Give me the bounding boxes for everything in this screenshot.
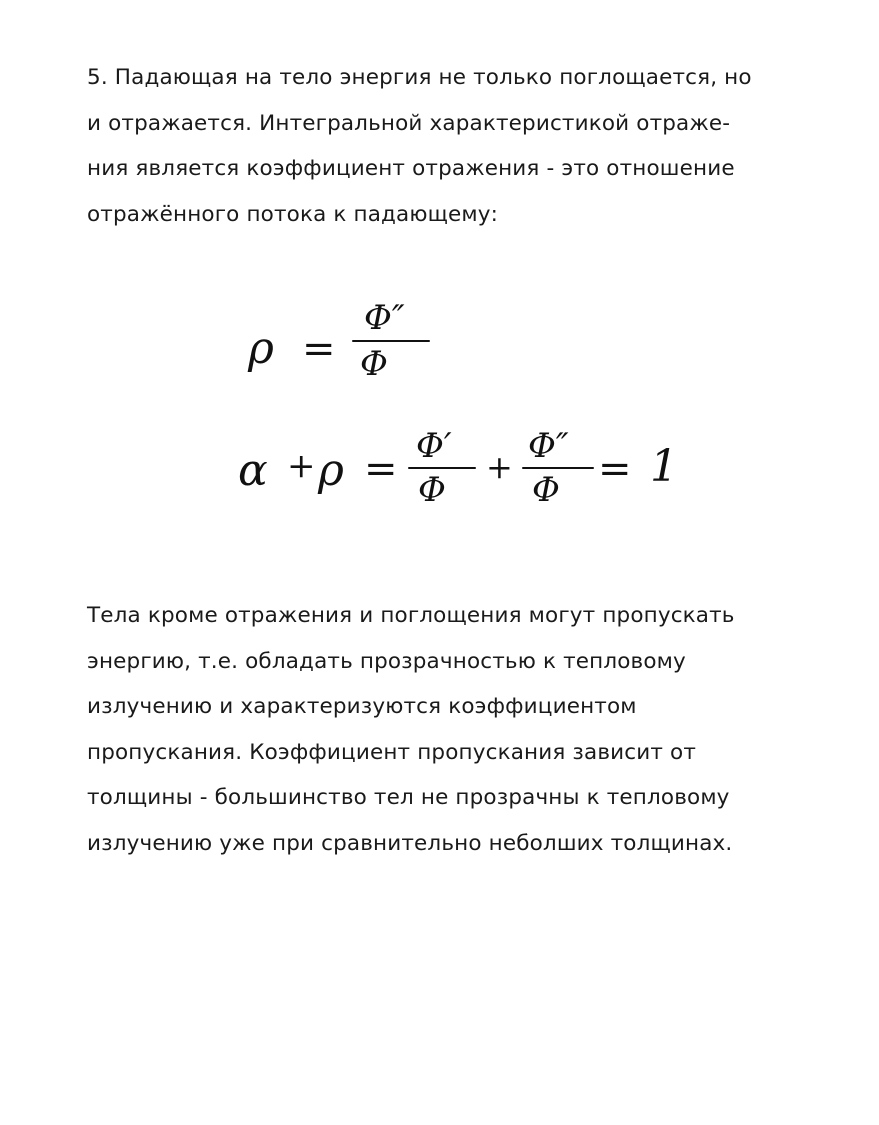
text-line: и отражается. Интегральной характеристикой отраже-	[87, 110, 731, 136]
text-line: излучению уже при сравнительно неболших толщинах.	[87, 830, 733, 856]
fraction-numerator: Φ′	[416, 426, 452, 466]
formula-energy-balance	[232, 425, 702, 525]
fraction-numerator: Φ″	[528, 426, 569, 466]
symbol-equals: =	[364, 446, 398, 492]
fraction-denominator: Φ	[418, 470, 446, 510]
symbol-plus: +	[486, 448, 513, 486]
fraction-bar	[522, 467, 594, 469]
symbol-plus: +	[287, 446, 316, 486]
text-line: энергию, т.е. обладать прозрачностью к тепловому	[87, 648, 686, 674]
symbol-rho: ρ	[248, 323, 274, 374]
symbol-rho: ρ	[318, 445, 344, 496]
paragraph-reflection-intro	[87, 55, 752, 237]
text-line: ния является коэффициент отражения - это отношение	[87, 156, 735, 181]
text-line: излучению и характеризуются коэффициентом	[87, 694, 637, 719]
fraction-denominator: Φ	[532, 470, 560, 510]
text-line: отражённого потока к падающему:	[87, 201, 499, 227]
symbol-equals: =	[598, 446, 632, 492]
formula-reflection-coefficient	[240, 295, 460, 395]
text-line: Тела кроме отражения и поглощения могут пропускать	[87, 603, 735, 628]
symbol-alpha: α	[238, 445, 268, 496]
symbol-equals: =	[302, 326, 336, 372]
text-line: толщины - большинство тел не прозрачны к тепловому	[87, 785, 730, 810]
fraction-numerator: Φ″	[364, 298, 405, 338]
fraction-bar	[352, 340, 430, 342]
text-line: 5. Падающая на тело энергия не только поглощается, но	[87, 65, 752, 90]
paragraph-transmission	[87, 593, 735, 866]
result-one: 1	[650, 441, 678, 492]
text-line: пропускания. Коэффициент пропускания зависит от	[87, 739, 697, 765]
fraction-denominator: Φ	[360, 344, 388, 384]
fraction-bar	[408, 467, 476, 469]
